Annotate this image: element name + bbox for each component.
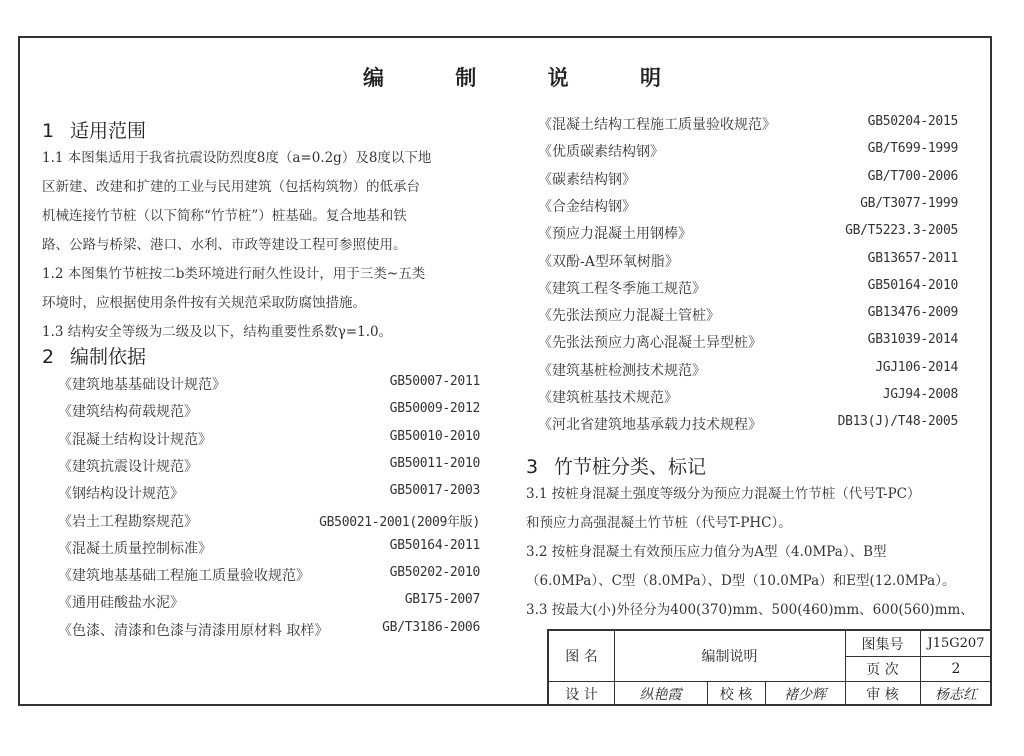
section-3-number: 3 (526, 456, 539, 478)
reference-code: GB/T5223.3-2005 (845, 223, 958, 239)
reference-code: GB50007-2011 (389, 374, 480, 389)
reference-row (538, 360, 958, 388)
reference-code: GB50202-2010 (389, 565, 480, 581)
reference-row (538, 414, 958, 442)
reference-code: GB13476-2009 (867, 305, 958, 321)
reference-row (58, 538, 480, 566)
reference-row (538, 223, 958, 251)
reference-row (538, 387, 958, 415)
body-line: 和预应力高强混凝土竹节桩（代号T-PHC）。 (526, 515, 792, 531)
section-2-title: 编制依据 (70, 346, 147, 368)
section-2-number: 2 (42, 346, 55, 368)
reference-code: GB50017-2003 (389, 483, 480, 499)
reference-code: GB/T3186-2006 (382, 619, 480, 635)
drawing-name-label: 图 名 (565, 649, 598, 665)
reference-row (538, 278, 958, 306)
atlas-no: J15G207 (927, 636, 985, 651)
reference-row (58, 429, 480, 457)
reference-code: GB/T700-2006 (867, 168, 958, 184)
reference-row (58, 483, 480, 511)
body-line: 机械连接竹节桩（以下简称“竹节桩”）桩基础。复合地基和铁 (42, 208, 407, 224)
reference-code: GB31039-2014 (867, 332, 958, 348)
reference-title: 《合金结构钢》 (538, 198, 636, 215)
section-3-body (526, 480, 974, 625)
reference-code: DB13(J)/T48-2005 (837, 414, 958, 430)
reference-row (538, 332, 958, 360)
reference-title: 《优质碳素结构钢》 (538, 144, 664, 161)
reference-title: 《建筑基桩检测技术规范》 (538, 362, 706, 379)
section-3-heading (526, 452, 706, 479)
reference-title: 《双酚-A型环氧树脂》 (538, 253, 679, 270)
reference-title: 《混凝土结构设计规范》 (58, 431, 212, 448)
reference-row (538, 305, 958, 333)
reference-title: 《建筑抗震设计规范》 (58, 458, 198, 475)
reference-title: 《河北省建筑地基承载力技术规程》 (538, 417, 762, 434)
reference-code: GB50011-2010 (389, 455, 480, 471)
design-label: 设 计 (565, 686, 598, 703)
body-line: （6.0MPa）、C型（8.0MPa）、D型（10.0MPa）和E型(12.0MPa）。 (526, 573, 956, 589)
reference-title: 《先张法预应力离心混凝土异型桩》 (538, 335, 762, 352)
reference-code: JGJ106-2014 (875, 359, 958, 375)
reference-code: GB50164-2011 (389, 537, 480, 553)
reference-row (538, 141, 958, 169)
reference-code: JGJ94-2008 (882, 387, 958, 402)
check-signature: 褚少辉 (784, 686, 826, 703)
section-3-title: 竹节桩分类、标记 (554, 456, 707, 478)
section-1-body (42, 144, 431, 347)
reference-code: GB50009-2012 (389, 401, 480, 417)
reference-row (538, 251, 958, 279)
reference-title: 《色漆、清漆和色漆与清漆用原材料 取样》 (58, 622, 329, 639)
reference-title: 《先张法预应力混凝土管桩》 (538, 308, 720, 325)
body-line: 3.3 按最大(小)外径分为400(370)mm、500(460)mm、600(560)mm、 (526, 602, 974, 618)
reference-row (58, 401, 480, 429)
section-1-number: 1 (42, 120, 55, 142)
reference-title: 《建筑地基基础工程施工质量验收规范》 (58, 568, 310, 585)
reference-row (58, 456, 480, 484)
body-line: 路、公路与桥梁、港口、水利、市政等建设工程可参照使用。 (42, 237, 407, 253)
reference-title: 《建筑结构荷载规范》 (58, 404, 198, 421)
review-label: 审 核 (866, 686, 899, 703)
body-line: 1.1 本图集适用于我省抗震设防烈度8度（a=0.2g）及8度以下地 (42, 150, 432, 166)
reference-code: GB50164-2010 (867, 277, 958, 293)
atlas-no-label: 图集号 (861, 636, 904, 653)
body-line: 环境时，应根据使用条件按有关规范采取防腐蚀措施。 (42, 295, 366, 311)
reference-title: 《预应力混凝土用钢棒》 (538, 226, 692, 243)
reference-code: GB50010-2010 (389, 428, 480, 444)
reference-code: GB/T3077-1999 (860, 195, 958, 211)
drawing-name: 编制说明 (701, 649, 758, 665)
reference-title: 《建筑地基基础设计规范》 (58, 377, 226, 393)
design-signature: 纵艳霞 (639, 686, 682, 703)
reference-title: 《通用硅酸盐水泥》 (58, 595, 184, 612)
reference-row (58, 592, 480, 620)
reference-code: GB50021-2001(2009年版) (319, 514, 480, 530)
reference-code: GB13657-2011 (867, 250, 958, 266)
reference-row (58, 565, 480, 593)
body-line: 1.2 本图集竹节桩按二b类环境进行耐久性设计，用于三类~五类 (42, 266, 426, 282)
body-line: 区新建、改建和扩建的工业与民用建筑（包括构筑物）的低承台 (42, 179, 420, 195)
reference-row (58, 620, 480, 648)
reference-title: 《混凝土质量控制标准》 (58, 540, 212, 557)
page-number: 2 (951, 660, 961, 677)
body-line: 3.2 按桩身混凝土有效预压应力值分为A型（4.0MPa）、B型 (526, 544, 887, 560)
reference-row (58, 511, 480, 539)
section-1-heading (42, 116, 146, 143)
section-2-heading (42, 342, 146, 369)
reference-title: 《钢结构设计规范》 (58, 486, 184, 503)
reference-row (538, 114, 958, 142)
reference-title: 《建筑桩基技术规范》 (538, 390, 678, 406)
reference-code: GB175-2007 (404, 592, 480, 608)
reference-code: GB/T699-1999 (867, 141, 958, 157)
section-1-title: 适用范围 (70, 120, 147, 142)
page-title: 编 制 说 明 (363, 66, 693, 90)
title-block (547, 629, 992, 706)
reference-title: 《碳素结构钢》 (538, 171, 636, 188)
body-line: 1.3 结构安全等级为二级及以下，结构重要性系数γ=1.0。 (42, 324, 393, 340)
reference-row (538, 196, 958, 224)
reference-title: 《混凝土结构工程施工质量验收规范》 (538, 117, 776, 133)
reference-row (58, 374, 480, 402)
reference-code: GB50204-2015 (867, 114, 958, 129)
check-label: 校 核 (719, 686, 753, 703)
body-line: 3.1 按桩身混凝土强度等级分为预应力混凝土竹节桩（代号T-PC） (526, 486, 921, 502)
page-label: 页 次 (866, 661, 899, 678)
reference-title: 《岩土工程勘察规范》 (58, 513, 198, 530)
reference-title: 《建筑工程冬季施工规范》 (538, 280, 706, 297)
review-signature: 杨志红 (935, 686, 977, 703)
reference-row (538, 169, 958, 197)
